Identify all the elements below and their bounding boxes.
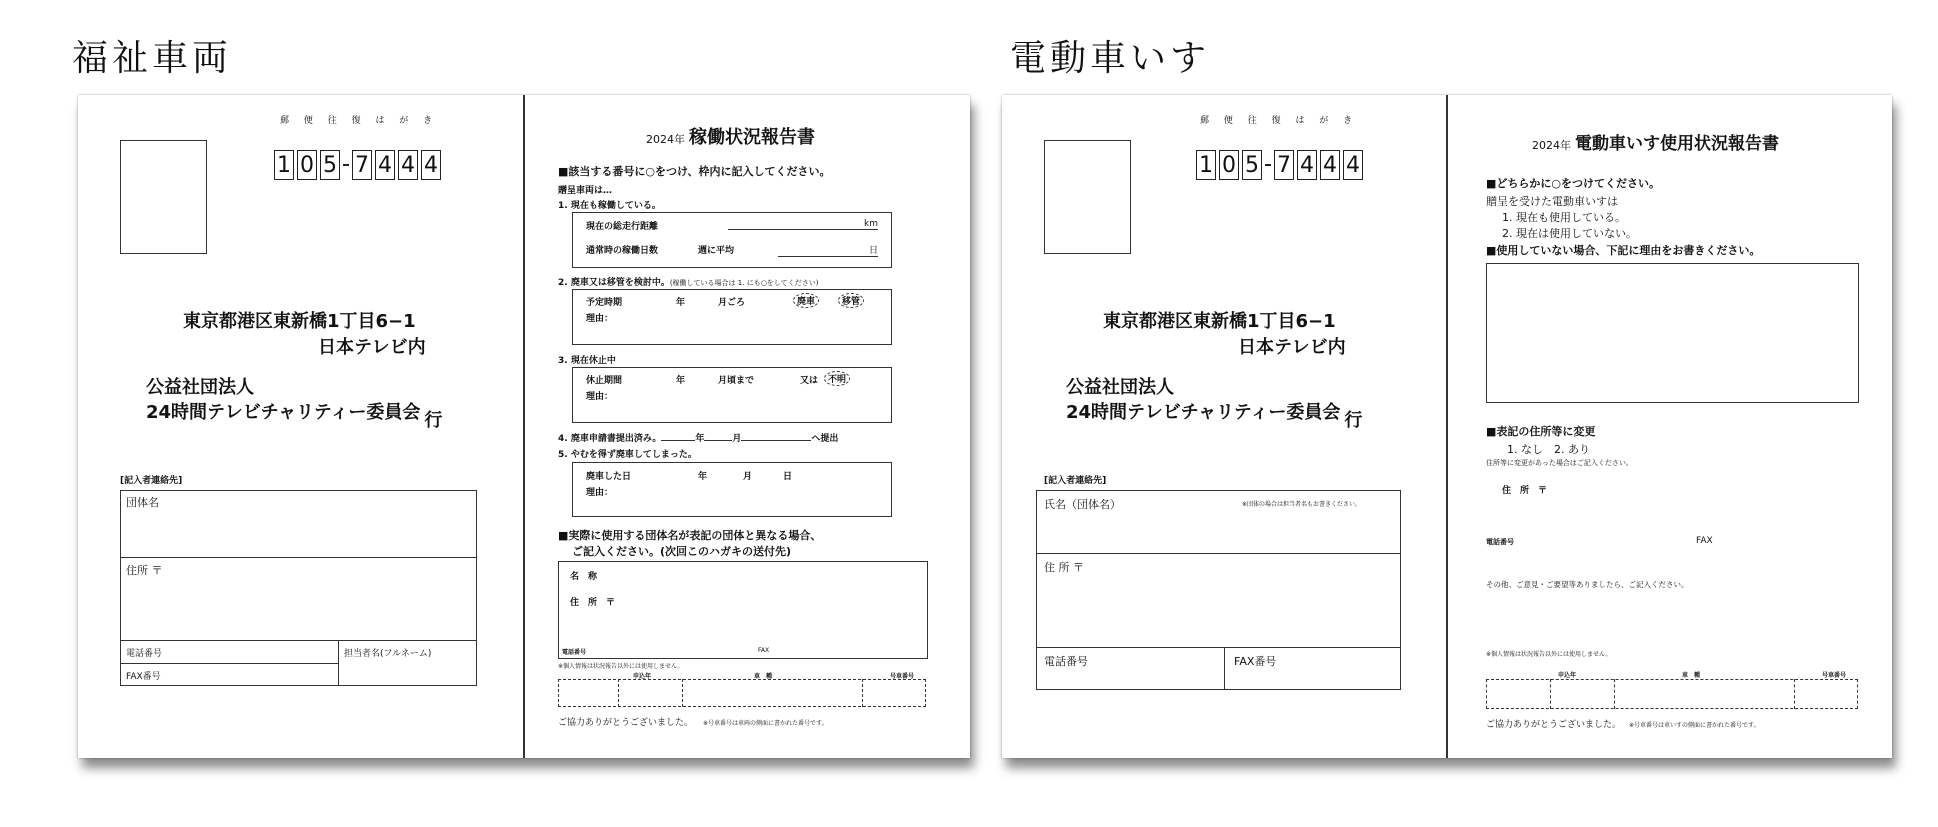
change-options[interactable]: 1. なし 2. あり xyxy=(1507,443,1590,456)
zip-digit: 5 xyxy=(1242,150,1262,180)
iku-mark: 行 xyxy=(1344,410,1363,431)
different-org-note-2: ご記入ください。(次回このハガキの送付先) xyxy=(572,545,792,558)
col-type: 車 種 xyxy=(1682,672,1701,679)
new-phone-field[interactable]: 電話番号 xyxy=(1486,538,1514,546)
option-transfer-label: 移管 xyxy=(838,293,864,308)
new-address-field[interactable]: 住 所 〒 xyxy=(570,598,616,608)
report-year: 2024年 xyxy=(646,133,685,146)
operating-days-field[interactable] xyxy=(778,243,878,257)
new-phone-field[interactable]: 電話番号 xyxy=(562,649,587,656)
planned-year[interactable]: 年 xyxy=(676,298,686,308)
postcard-electric-wheelchair xyxy=(1002,95,1892,758)
scrap-date-label: 廃車した日 xyxy=(586,472,632,482)
org-name-text: 24時間テレビチャリティー委員会 xyxy=(146,402,421,423)
change-note: 住所等に変更があった場合はご記入ください。 xyxy=(1486,459,1633,467)
thanks-main: ご協力ありがとうございました。 xyxy=(558,718,694,728)
instruction: ■該当する番号に○をつけ、枠内に記入してください。 xyxy=(558,165,831,178)
col-number: 号車番号 xyxy=(890,673,915,680)
mail-header: 郵 便 往 復 は が き xyxy=(1200,116,1359,126)
mileage-field[interactable] xyxy=(728,219,878,230)
fax-field[interactable]: FAX番号 xyxy=(1234,655,1277,668)
option-transfer[interactable] xyxy=(838,293,864,308)
zip-digit: 4 xyxy=(398,150,418,180)
fold-line xyxy=(1446,95,1448,758)
stamp-box xyxy=(1044,140,1131,254)
reason-label[interactable]: 理由： xyxy=(586,488,614,498)
recipient-org-type: 公益社団法人 xyxy=(146,377,254,398)
contact-form xyxy=(1036,490,1401,690)
section-4-text: 4. 廃車申請書提出済み。 xyxy=(558,434,662,444)
section-2[interactable] xyxy=(558,275,819,288)
report-year: 2024年 xyxy=(1532,139,1571,152)
report-title-text: 電動車いす使用状況報告書 xyxy=(1575,134,1779,154)
footnote: ※号車番号は車両の側面に書かれた番号です。 xyxy=(703,720,828,727)
instruction: ■どちらかに○をつけてください。 xyxy=(1486,177,1660,190)
thanks-text xyxy=(558,715,828,728)
unused-reason-label: ■使用していない場合、下記に理由をお書きください。 xyxy=(1486,244,1761,257)
mileage-label: 現在の総走行距離 xyxy=(586,222,659,232)
fax-field[interactable]: FAX番号 xyxy=(126,672,161,682)
contact-person-field[interactable]: 担当者名(フルネーム) xyxy=(344,649,432,659)
section-4-month: 月 xyxy=(732,434,742,444)
different-org-note: ■実際に使用する団体名が表記の団体と異なる場合、 xyxy=(558,529,822,542)
scrap-month[interactable]: 月 xyxy=(743,472,753,482)
col-year: 申込年 xyxy=(633,673,652,680)
comments-label[interactable]: その他、ご意見・ご要望等ありましたら、ご記入ください。 xyxy=(1486,580,1689,589)
col-type: 車 種 xyxy=(754,673,773,680)
section-2-text: 2. 廃車又は移管を検討中。 xyxy=(558,278,670,288)
suspension-month[interactable]: 月頃まで xyxy=(718,376,755,386)
footnote: ※号車番号は車いすの側面に書かれた番号です。 xyxy=(1629,722,1760,729)
zip-code xyxy=(1196,150,1366,180)
scrap-day[interactable]: 日 xyxy=(783,472,793,482)
zip-digit: 4 xyxy=(1297,150,1317,180)
zip-digit: 1 xyxy=(274,150,294,180)
option-unknown[interactable] xyxy=(824,371,850,386)
reason-box[interactable] xyxy=(1486,263,1859,403)
zip-dash xyxy=(343,164,349,166)
planned-time-label: 予定時期 xyxy=(586,298,623,308)
zip-dash xyxy=(1265,164,1271,166)
privacy-note: ※個人情報は状況報告以外には使用しません。 xyxy=(558,663,684,670)
section-3[interactable]: 3. 現在休止中 xyxy=(558,356,616,366)
scrap-year[interactable]: 年 xyxy=(698,472,708,482)
thanks-text xyxy=(1486,717,1760,730)
office-use-box xyxy=(1486,679,1858,709)
new-address-field[interactable]: 住 所 〒 xyxy=(1502,486,1548,496)
section-1[interactable]: 1. 現在も稼働している。 xyxy=(558,201,661,211)
intro: 贈呈車両は… xyxy=(558,186,613,196)
contact-label: [記入者連絡先] xyxy=(120,476,183,486)
fold-line xyxy=(523,95,525,758)
heading-electric-wheelchair: 電動車いす xyxy=(1010,38,1211,79)
address-field[interactable]: 住所 〒 xyxy=(126,564,163,577)
section-4-year: 年 xyxy=(695,434,705,444)
col-number: 号車番号 xyxy=(1822,672,1847,679)
new-name-field[interactable]: 名 称 xyxy=(570,572,598,582)
col-year: 申込年 xyxy=(1558,672,1577,679)
days-unit: 日 xyxy=(868,246,878,256)
phone-field[interactable]: 電話番号 xyxy=(126,649,163,659)
recipient-building: 日本テレビ内 xyxy=(1238,337,1346,358)
address-field[interactable]: 住 所 〒 xyxy=(1044,561,1084,574)
recipient-address: 東京都港区東新橋1丁目6−1 xyxy=(183,311,416,332)
weekly-average-label: 週に平均 xyxy=(698,246,735,256)
report-title xyxy=(1532,129,1779,154)
org-name-text: 24時間テレビチャリティー委員会 xyxy=(1066,402,1341,423)
zip-digit: 4 xyxy=(375,150,395,180)
planned-month[interactable]: 月ごろ xyxy=(718,298,746,308)
report-title-text: 稼働状況報告書 xyxy=(689,127,815,148)
suspension-label: 休止期間 xyxy=(586,376,623,386)
option-unknown-label: 不明 xyxy=(824,371,850,386)
contact-label: [記入者連絡先] xyxy=(1044,476,1107,486)
new-recipient-box xyxy=(558,561,928,659)
zip-digit: 4 xyxy=(421,150,441,180)
recipient-org-name xyxy=(1066,398,1363,431)
recipient-address: 東京都港区東新橋1丁目6−1 xyxy=(1103,311,1336,332)
mileage-unit: km xyxy=(864,219,878,229)
operating-days-label: 通常時の稼働日数 xyxy=(586,246,659,256)
section-5[interactable]: 5. やむを得ず廃車してしまった。 xyxy=(558,450,697,460)
new-fax-field[interactable]: FAX xyxy=(1696,536,1713,546)
recipient-org-type: 公益社団法人 xyxy=(1066,377,1174,398)
office-use-box xyxy=(558,679,926,707)
intro: 贈呈を受けた電動車いすは xyxy=(1486,195,1618,208)
group-name-field[interactable]: 団体名 xyxy=(126,496,159,509)
zip-digit: 4 xyxy=(1320,150,1340,180)
reason-label[interactable]: 理由： xyxy=(586,392,614,402)
section-4[interactable] xyxy=(558,431,838,444)
option-in-use[interactable]: 1. 現在も使用している。 xyxy=(1502,211,1626,224)
option-scrap[interactable] xyxy=(793,293,819,308)
or-label: 又は xyxy=(800,376,819,386)
zip-digit: 0 xyxy=(1219,150,1239,180)
name-note: ※団体の場合は担当者名もお書きください。 xyxy=(1242,501,1362,508)
privacy-note: ※個人情報は状況報告以外には使用しません。 xyxy=(1486,651,1612,658)
mail-header: 郵 便 往 復 は が き xyxy=(280,116,439,126)
zip-code xyxy=(274,150,444,180)
section-2-note: (稼働している場合は 1. にも○をしてください) xyxy=(669,279,819,287)
reason-label[interactable]: 理由： xyxy=(586,314,614,324)
zip-digit: 1 xyxy=(1196,150,1216,180)
iku-mark: 行 xyxy=(424,410,443,431)
option-not-in-use[interactable]: 2. 現在は使用していない。 xyxy=(1502,227,1637,240)
new-fax-field[interactable]: FAX xyxy=(758,647,770,654)
zip-digit: 5 xyxy=(320,150,340,180)
option-scrap-label: 廃車 xyxy=(793,293,819,308)
recipient-org-name xyxy=(146,398,443,431)
suspension-year[interactable]: 年 xyxy=(676,376,686,386)
section-4-to: へ提出 xyxy=(811,434,839,444)
heading-welfare-vehicle: 福祉車両 xyxy=(72,38,233,79)
report-title xyxy=(646,123,815,149)
stamp-box xyxy=(120,140,207,254)
zip-digit: 4 xyxy=(1343,150,1363,180)
zip-digit: 7 xyxy=(1274,150,1294,180)
zip-digit: 0 xyxy=(297,150,317,180)
postcard-welfare-vehicle xyxy=(78,95,970,758)
recipient-building: 日本テレビ内 xyxy=(318,337,426,358)
name-field[interactable]: 氏名（団体名） xyxy=(1044,498,1121,511)
phone-field[interactable]: 電話番号 xyxy=(1044,655,1088,668)
thanks-main: ご協力ありがとうございました。 xyxy=(1486,720,1622,730)
change-title: ■表記の住所等に変更 xyxy=(1486,425,1596,438)
zip-digit: 7 xyxy=(352,150,372,180)
